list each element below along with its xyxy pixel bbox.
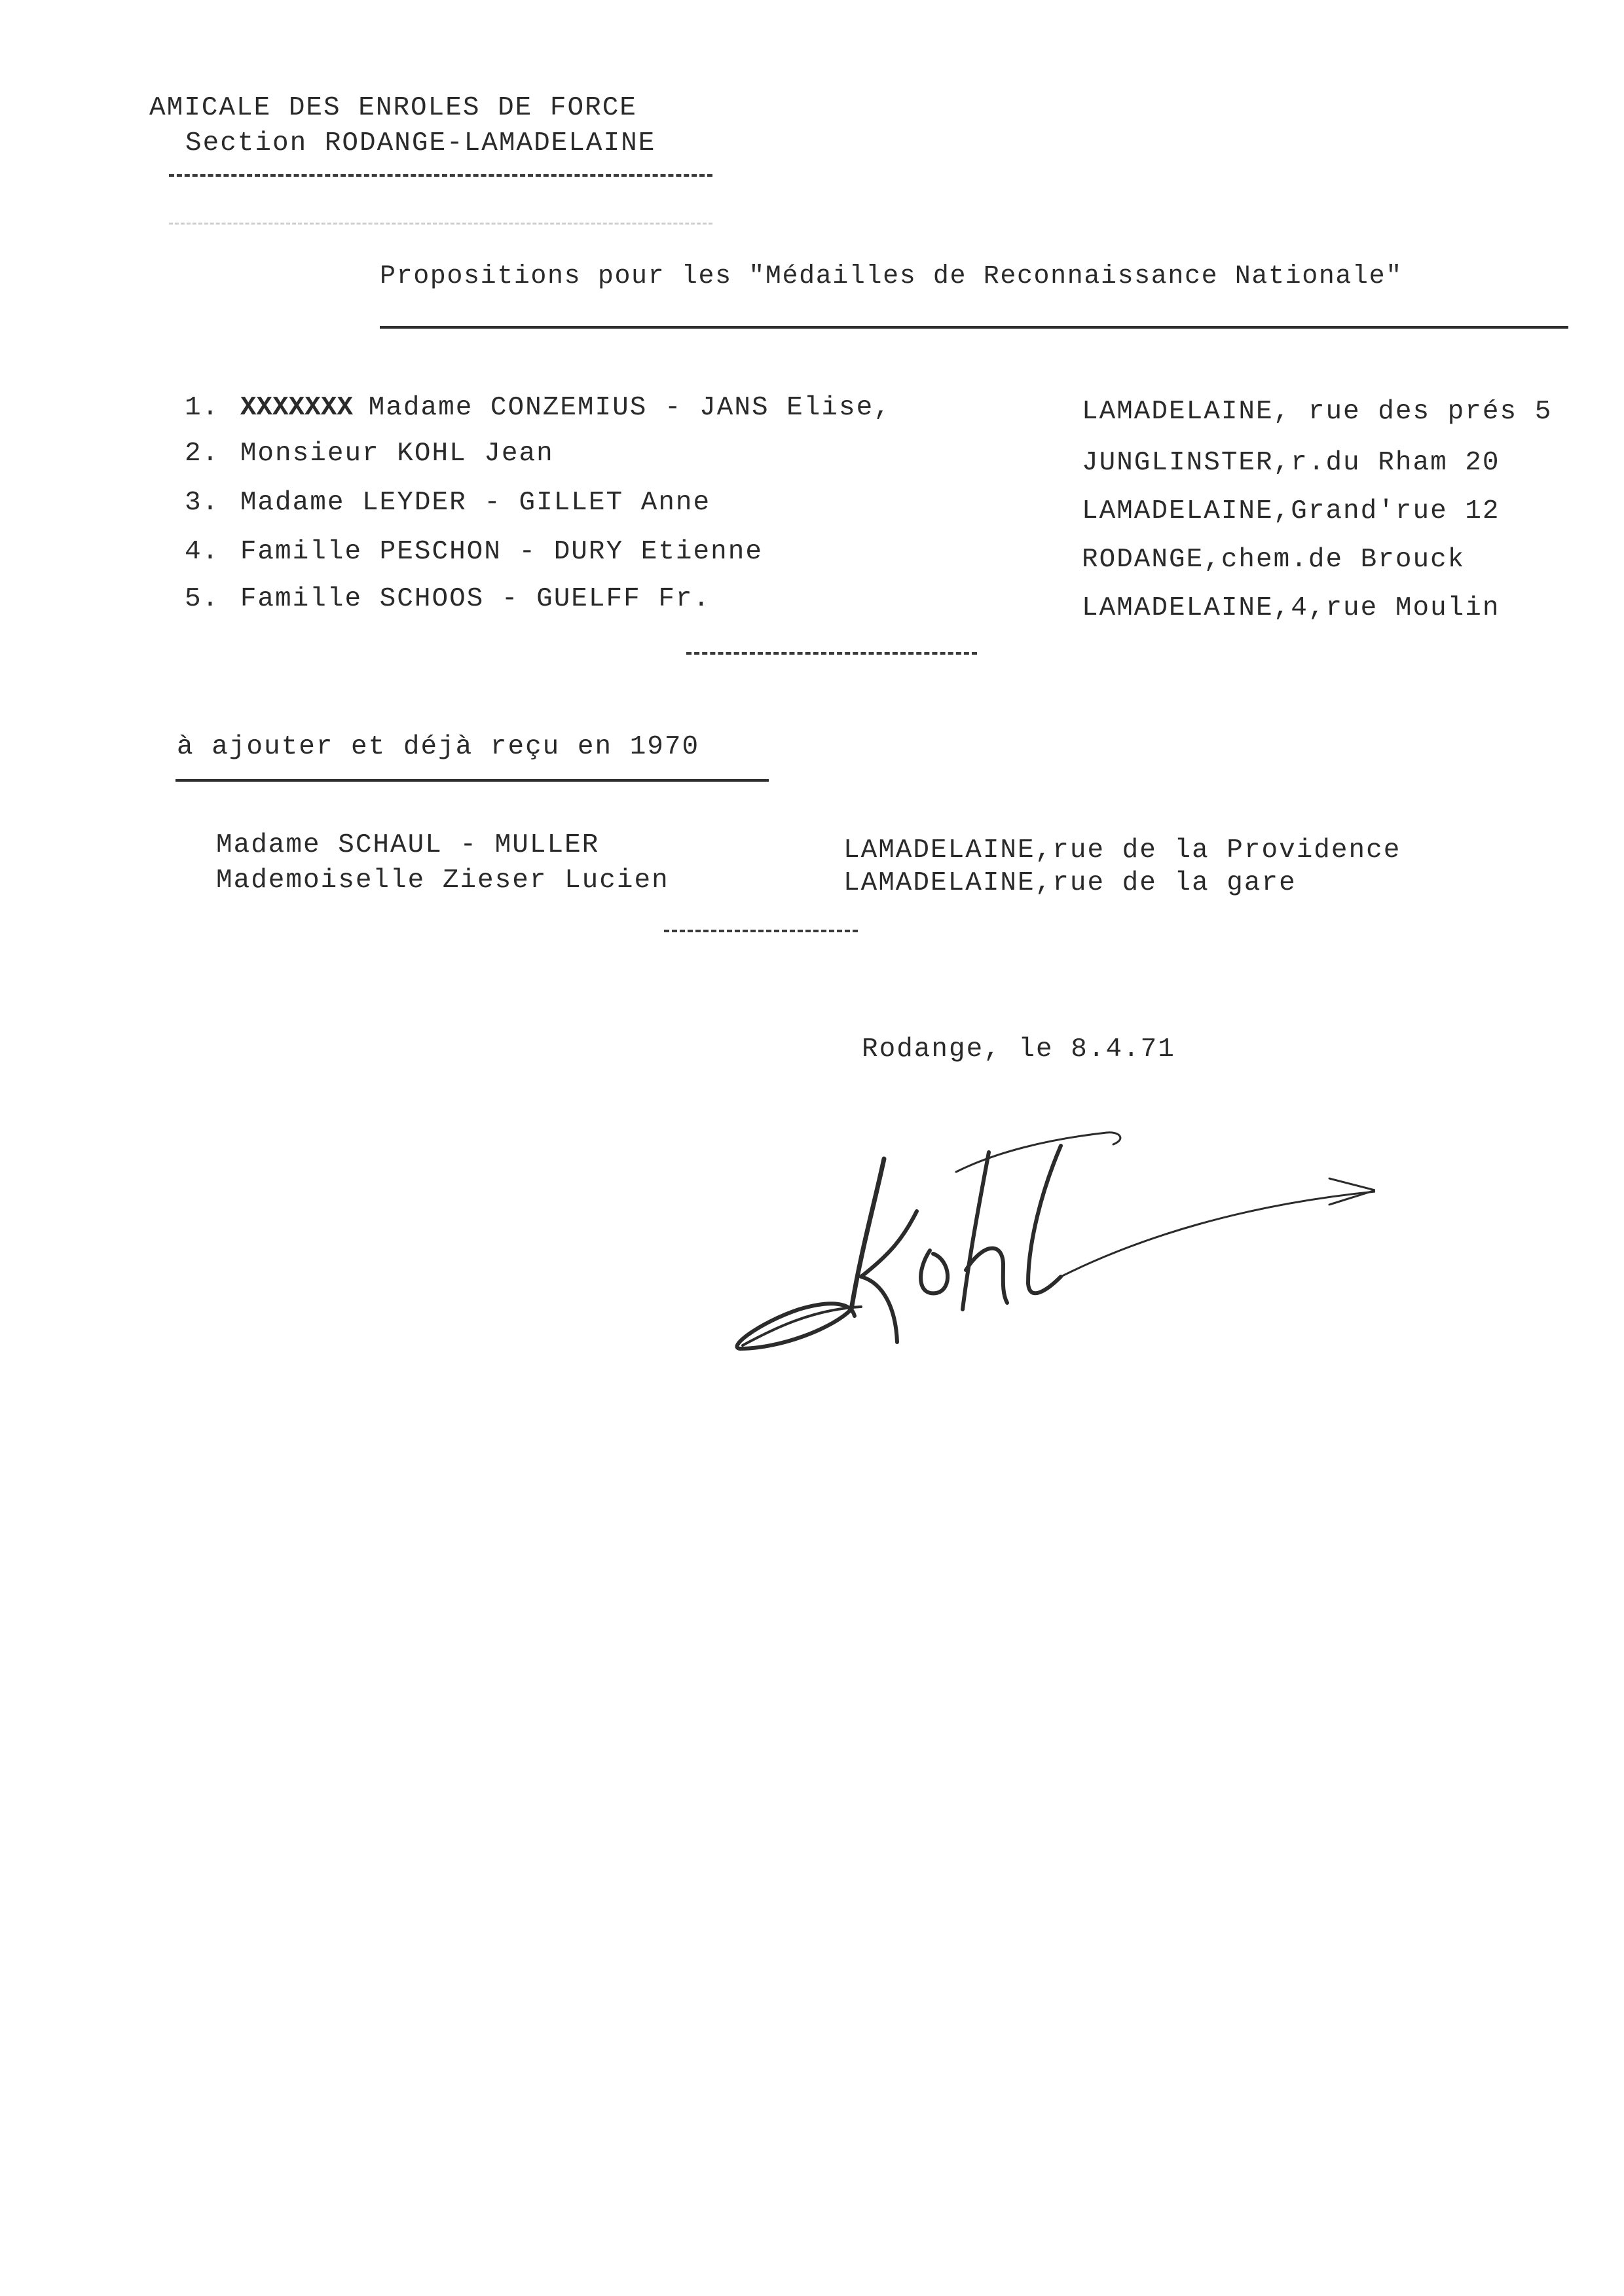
item-address: RODANGE,chem.de Brouck — [1082, 545, 1466, 575]
list-item — [185, 393, 891, 423]
additions-dashed-rule — [664, 930, 858, 932]
title-underline — [380, 326, 1568, 329]
item-number: 3. — [185, 488, 220, 518]
item-number: 5. — [185, 584, 220, 614]
list-item — [185, 537, 763, 567]
item-number: 1. — [185, 393, 220, 423]
header-faint-dashed-rule — [169, 223, 712, 225]
item-name: Monsieur KOHL Jean — [240, 439, 554, 469]
item-name: Madame LEYDER - GILLET Anne — [240, 488, 711, 518]
item-name: Famille SCHOOS - GUELFF Fr. — [240, 584, 711, 614]
place-date: Rodange, le 8.4.71 — [862, 1034, 1175, 1065]
list-item — [185, 439, 554, 469]
section-name: Section RODANGE-LAMADELAINE — [185, 128, 656, 158]
additions-heading: à ajouter et déjà reçu en 1970 — [177, 732, 700, 762]
addition-address: LAMADELAINE,rue de la gare — [843, 868, 1297, 898]
item-number: 2. — [185, 439, 220, 469]
addition-name: Mademoiselle Zieser Lucien — [216, 866, 669, 896]
list-item — [185, 488, 710, 518]
document-title: Propositions pour les "Médailles de Reconnaissance Nationale" — [380, 262, 1403, 291]
additions-underline — [175, 779, 769, 782]
item-number: 4. — [185, 537, 220, 567]
item-name: Madame CONZEMIUS - JANS Elise, — [368, 393, 891, 423]
handwritten-signature — [720, 1113, 1375, 1401]
addition-address: LAMADELAINE,rue de la Providence — [843, 835, 1401, 866]
item-address: JUNGLINSTER,r.du Rham 20 — [1082, 448, 1500, 478]
header-dashed-rule — [169, 174, 712, 177]
item-address: LAMADELAINE,4,rue Moulin — [1082, 593, 1500, 623]
list-item — [185, 584, 710, 614]
organization-name: AMICALE DES ENROLES DE FORCE — [149, 93, 637, 123]
list-dashed-rule — [686, 652, 977, 655]
item-address: LAMADELAINE,Grand'rue 12 — [1082, 496, 1500, 526]
struck-out-text: XXXXXXX — [240, 393, 354, 423]
item-address: LAMADELAINE, rue des prés 5 — [1082, 397, 1553, 427]
addition-name: Madame SCHAUL - MULLER — [216, 830, 600, 860]
item-name: Famille PESCHON - DURY Etienne — [240, 537, 763, 567]
